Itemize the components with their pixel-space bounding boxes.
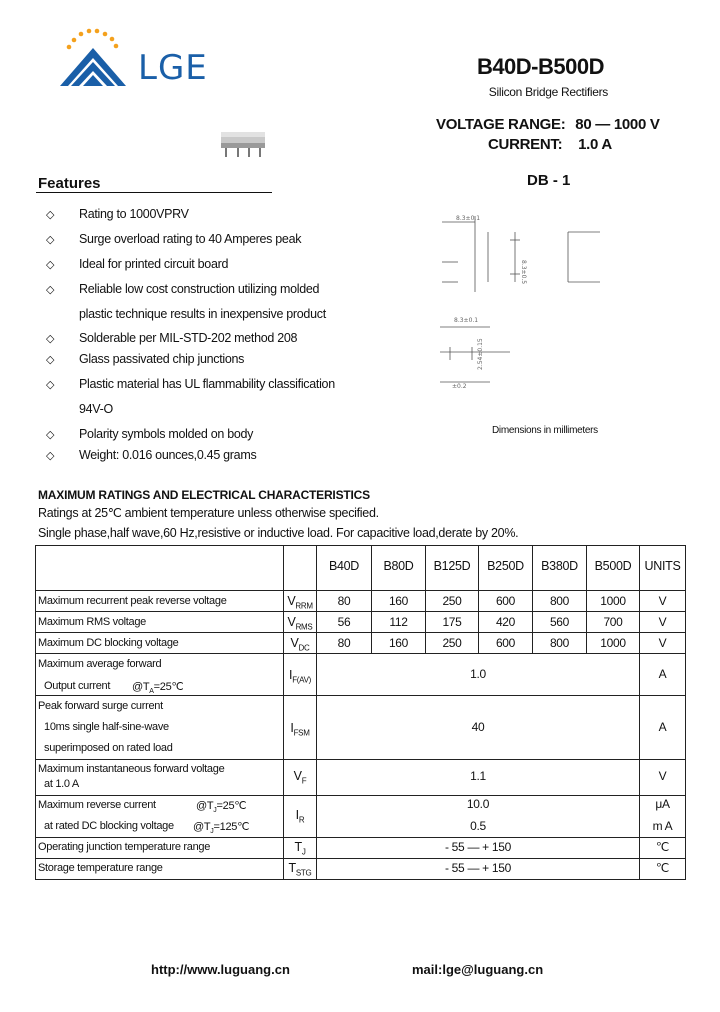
param-symbol: $V_{RRM}$	[287, 594, 313, 611]
column-header: B80D	[383, 559, 414, 573]
param-description: Operating junction temperature range	[38, 841, 211, 853]
unit-cell: ℃	[655, 840, 670, 854]
value-cell: 800	[549, 594, 570, 608]
unit-cell: V	[658, 594, 667, 608]
row-divider	[35, 837, 686, 838]
param-description: Maximum DC blocking voltage	[38, 637, 179, 649]
features-heading: Features	[38, 175, 101, 192]
value-cell: 1.0	[470, 667, 486, 681]
value-cell: 250	[442, 636, 462, 650]
table-border	[35, 545, 36, 880]
current-label: CURRENT:	[488, 136, 563, 153]
value-cell: 600	[495, 594, 516, 608]
unit-cell: A	[658, 720, 667, 734]
unit-cell: A	[658, 667, 667, 681]
unit-cell: V	[658, 615, 667, 629]
param-description: at rated DC blocking voltage	[44, 820, 174, 832]
column-header: UNITS	[644, 559, 681, 573]
param-description: Storage temperature range	[38, 862, 163, 874]
value-cell: 56	[337, 615, 351, 629]
value-cell: 420	[495, 615, 516, 629]
diamond-bullet-icon: ◇	[46, 284, 55, 296]
value-cell: 160	[388, 594, 409, 608]
diamond-bullet-icon: ◇	[46, 333, 55, 345]
value-cell: 40	[471, 720, 485, 734]
column-header: B125D	[433, 559, 471, 573]
email-link[interactable]: mail:lge@luguang.cn	[412, 962, 544, 977]
value-cell: 560	[549, 615, 570, 629]
unit-cell: V	[658, 636, 667, 650]
param-description: Output current	[44, 680, 111, 692]
row-divider	[35, 611, 686, 612]
column-header: B500D	[594, 559, 632, 573]
table-border	[685, 545, 686, 880]
value-cell: 0.5	[470, 819, 486, 833]
param-description: Maximum average forward	[38, 658, 162, 670]
package-name: DB - 1	[527, 172, 571, 189]
current-value: 1.0 A	[578, 136, 612, 153]
logo-text: LGE	[138, 48, 208, 88]
value-cell: - 55 — + 150	[444, 840, 512, 854]
param-symbol: $V_F$	[293, 769, 307, 786]
unit-cell: μA	[655, 797, 670, 811]
value-cell: 80	[337, 636, 351, 650]
dim-label: ±0.2	[452, 383, 467, 390]
website-link[interactable]: http://www.luguang.cn	[151, 962, 290, 977]
value-cell: 160	[388, 636, 409, 650]
row-divider	[35, 653, 686, 654]
value-cell: 1000	[600, 594, 626, 608]
unit-cell: V	[658, 769, 667, 783]
diamond-bullet-icon: ◇	[46, 429, 55, 441]
diamond-bullet-icon: ◇	[46, 209, 55, 221]
param-condition: $@T_A=25℃$	[132, 681, 184, 696]
value-cell: 800	[549, 636, 570, 650]
row-divider	[35, 795, 686, 796]
unit-cell: ℃	[655, 861, 670, 875]
param-condition: $@T_J=125℃$	[193, 821, 250, 836]
ratings-note: Ratings at 25℃ ambient temperature unless otherwise specified.	[38, 506, 379, 520]
param-description: 10ms single half-sine-wave	[44, 721, 169, 733]
param-symbol: $T_J$	[294, 840, 306, 857]
voltage-range-row	[436, 116, 660, 133]
features-underline	[36, 192, 272, 193]
param-symbol: $V_{RMS}$	[287, 615, 313, 632]
table-border	[35, 879, 686, 880]
param-description: superimposed on rated load	[44, 742, 173, 754]
voltage-range-label: VOLTAGE RANGE:	[436, 116, 566, 133]
document-subtitle: Silicon Bridge Rectifiers	[488, 85, 608, 99]
param-symbol: $I_{F(AV)}$	[289, 668, 311, 685]
row-divider	[35, 632, 686, 633]
diamond-bullet-icon: ◇	[46, 379, 55, 391]
column-header: B40D	[328, 559, 360, 573]
value-cell: 175	[442, 615, 462, 629]
value-cell: 112	[389, 615, 408, 629]
row-divider	[35, 590, 686, 591]
param-symbol: $I_{FSM}$	[290, 721, 310, 738]
param-description: Maximum instantaneous forward voltage	[38, 763, 225, 775]
param-description: Maximum recurrent peak reverse voltage	[38, 595, 227, 607]
diamond-bullet-icon: ◇	[46, 354, 55, 366]
product-photo	[218, 128, 270, 158]
value-cell: 10.0	[466, 797, 490, 811]
voltage-range-value: 80 — 1000 V	[575, 116, 660, 133]
dim-label: 8.3±0.1	[456, 215, 481, 222]
company-logo	[56, 26, 256, 92]
param-description: at 1.0 A	[44, 778, 79, 790]
unit-cell: m A	[652, 819, 673, 833]
dim-label: 8.3±0.5	[520, 260, 527, 285]
dimension-drawing	[430, 210, 630, 400]
column-header: B250D	[487, 559, 524, 573]
logo-mark-icon	[56, 26, 136, 92]
ratings-heading: MAXIMUM RATINGS AND ELECTRICAL CHARACTERISTICS	[38, 488, 370, 502]
param-symbol: $T_{STG}$	[288, 861, 312, 878]
current-row	[488, 136, 612, 153]
param-description: Maximum RMS voltage	[38, 616, 146, 628]
value-cell: 250	[442, 594, 462, 608]
value-cell: 1.1	[470, 769, 486, 783]
diamond-bullet-icon: ◇	[46, 450, 55, 462]
value-cell: 80	[337, 594, 351, 608]
dimensions-caption: Dimensions in millimeters	[492, 425, 598, 436]
table-border	[35, 545, 686, 546]
value-cell: 700	[603, 615, 623, 629]
row-divider	[35, 759, 686, 760]
dim-label: 8.3±0.1	[454, 317, 479, 324]
value-cell: 600	[495, 636, 516, 650]
diamond-bullet-icon: ◇	[46, 259, 55, 271]
row-divider	[35, 858, 686, 859]
param-symbol: $I_R$	[295, 808, 305, 825]
param-condition: $@T_J=25℃$	[196, 800, 247, 815]
dim-label: 2.54±0.15	[477, 338, 484, 370]
column-header: B380D	[541, 559, 578, 573]
diamond-bullet-icon: ◇	[46, 234, 55, 246]
param-description: Maximum reverse current	[38, 799, 156, 811]
value-cell: - 55 — + 150	[444, 861, 512, 875]
param-description: Peak forward surge current	[38, 700, 163, 712]
ratings-table	[35, 545, 686, 880]
document-title: B40D-B500D	[476, 54, 604, 79]
value-cell: 1000	[600, 636, 626, 650]
param-symbol: $V_{DC}$	[290, 636, 310, 653]
ratings-note: Single phase,half wave,60 Hz,resistive or inductive load. For capacitive load,derate by 20%.	[38, 526, 519, 540]
